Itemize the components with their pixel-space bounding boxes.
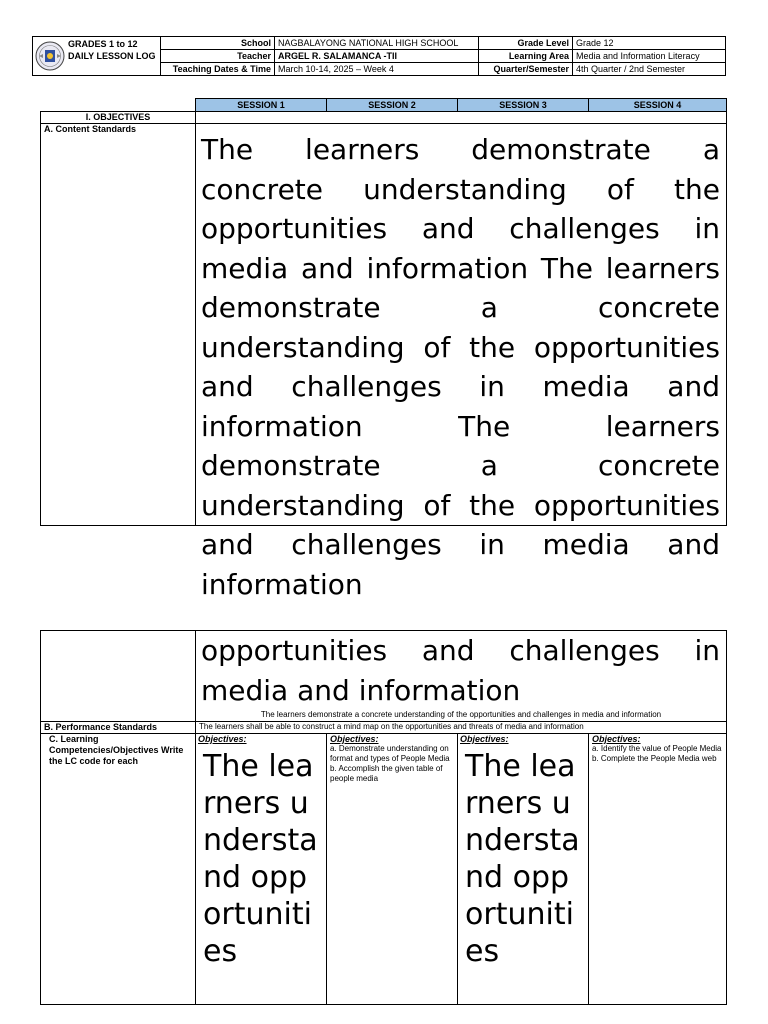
quarter-semester-value: 4th Quarter / 2nd Semester [573, 63, 726, 76]
objectives-section-label: I. OBJECTIVES [41, 112, 196, 124]
session-1-objective-text: The learners understand opportunities [203, 749, 318, 969]
content-standards-small-text: The learners demonstrate a concrete understanding of the opportunities and challenges in media and information [260, 710, 662, 719]
session-2-header: SESSION 2 [327, 99, 458, 112]
learning-competencies-label: C. Learning Competencies/Objectives Write the LC code for each [41, 734, 196, 1005]
teaching-dates-label: Teaching Dates & Time [161, 63, 275, 76]
cont-word: opportunities [201, 634, 388, 667]
dll-title-line2: DAILY LESSON LOG [68, 51, 156, 61]
teaching-dates-value: March 10-14, 2025 – Week 4 [275, 63, 479, 76]
session-4-objective-b: b. Complete the People Media web [592, 754, 717, 763]
objectives-table-page1 [40, 98, 727, 601]
grade-level-value: Grade 12 [573, 37, 726, 50]
objectives-heading: Objectives: [460, 734, 509, 744]
competency-session-4 [589, 734, 727, 1005]
dll-title-line1: GRADES 1 to 12 [68, 39, 138, 49]
competency-session-2 [327, 734, 458, 1005]
competency-session-1 [196, 734, 327, 1005]
objectives-heading: Objectives: [592, 734, 641, 744]
cont-word: and [421, 634, 475, 667]
school-value: NAGBALAYONG NATIONAL HIGH SCHOOL [275, 37, 479, 50]
content-standards-cont-cell [196, 631, 727, 722]
objectives-table-page2 [40, 630, 727, 1005]
learning-area-label: Learning Area [479, 50, 573, 63]
school-label: School [161, 37, 275, 50]
cont-word: in [694, 634, 720, 667]
teacher-value: ARGEL R. SALAMANCA -TII [275, 50, 479, 63]
session-3-objective-text: The learners understand opportunities [465, 749, 580, 969]
session-2-objective-a: a. Demonstrate understanding on format and types of People Media [330, 744, 450, 763]
deped-seal-icon [35, 39, 65, 73]
session-1-header: SESSION 1 [196, 99, 327, 112]
logo-cell [33, 37, 161, 76]
performance-standards-text: The learners shall be able to construct a mind map on the opportunities and threats of media and information [196, 722, 727, 734]
content-standards-text: The learners demonstrate a concrete understanding of the opportunities and challenges in media and information The learners demonstrate a concrete understanding of the opportunities and challenges in media and information The learners demonstrate a concrete understanding of the opportunities and challenges in media and information [201, 133, 720, 601]
header-table [32, 36, 726, 76]
objectives-heading: Objectives: [198, 734, 247, 744]
cont-word: challenges [509, 634, 660, 667]
session-header-row [41, 99, 727, 112]
grade-level-label: Grade Level [479, 37, 573, 50]
learning-area-value: Media and Information Literacy [573, 50, 726, 63]
performance-standards-label: B. Performance Standards [41, 722, 196, 734]
quarter-semester-label: Quarter/Semester [479, 63, 573, 76]
content-standards-label: A. Content Standards [41, 124, 196, 526]
cont-line: media and information [201, 673, 521, 707]
competency-session-3 [458, 734, 589, 1005]
session-4-header: SESSION 4 [589, 99, 727, 112]
objectives-heading: Objectives: [330, 734, 379, 744]
content-standards-cell [196, 124, 727, 601]
session-2-objective-b: b. Accomplish the given table of people media [330, 764, 443, 783]
session-4-objective-a: a. Identify the value of People Media [592, 744, 722, 753]
teacher-label: Teacher [161, 50, 275, 63]
session-3-header: SESSION 3 [458, 99, 589, 112]
